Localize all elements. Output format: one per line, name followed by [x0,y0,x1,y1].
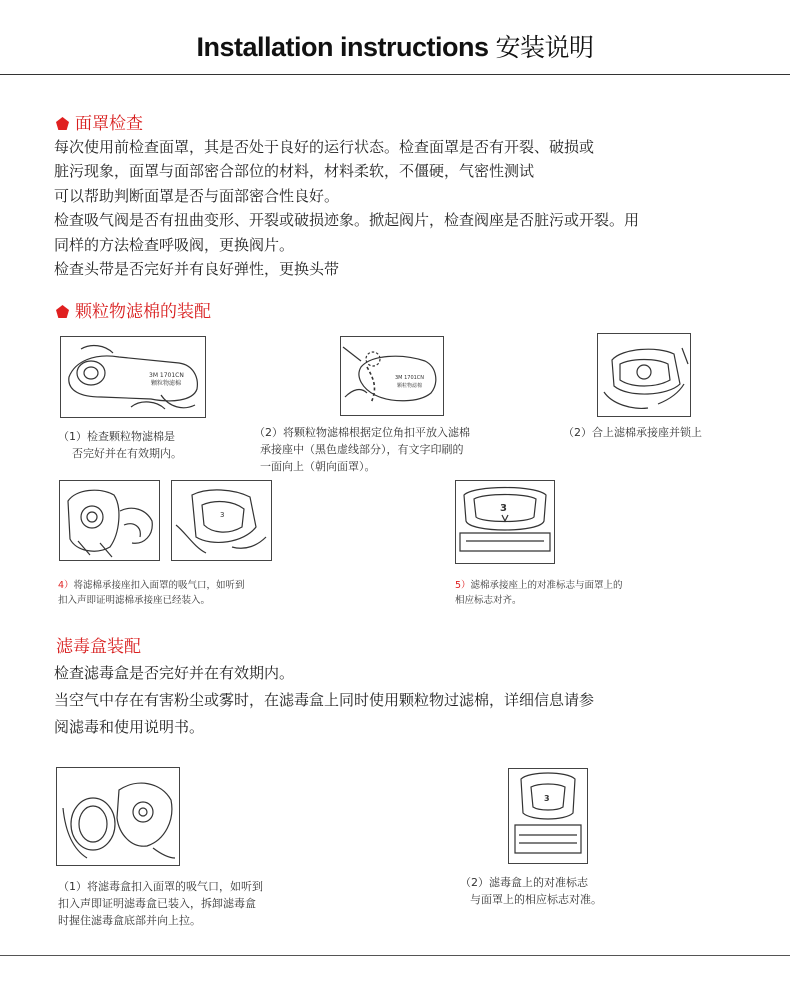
cartridge-paragraph [54,660,594,741]
section-heading-mask-check: 面罩检查 [56,109,143,134]
svg-text:颗粒物滤棉: 颗粒物滤棉 [397,383,423,389]
pentagon-bullet-icon [56,117,69,130]
caption-filter-step-3: （2）合上滤棉承接座并锁上 [563,426,702,439]
caption-filter-step-4: 4）将滤棉承接座扣入面罩的吸气口，如听到 扣入声即证明滤棉承接座已经装入。 [58,580,245,606]
caption-filter-step-1: （1）检查颗粒物滤棉是 否完好并在有效期内。 [58,430,182,460]
illustration-insert-cartridge [56,767,180,866]
text-line: 检查头带是否完好并有良好弹性，更换头带 [54,260,340,279]
text-line: 阅滤毒和使用说明书。 [54,718,205,736]
title-chinese: 安装说明 [495,33,594,62]
svg-text:3: 3 [544,794,550,803]
section-heading-particulate-filter: 颗粒物滤棉的装配 [56,297,211,322]
text-line: 同样的方法检查呼吸阀，更换阀片。 [54,235,295,254]
illustration-place-filter-pad [340,336,444,416]
svg-text:3M 1701CN: 3M 1701CN [149,372,184,379]
mask-check-paragraph [54,135,639,281]
text-line: 脏污现象，面罩与面部密合部位的材料，材料柔软，不僵硬，气密性测试 [54,162,535,181]
title-divider [0,74,790,75]
text-line: 检查吸气阀是否有扭曲变形、开裂或破损迹象。掀起阀片，检查阀座是否脏污或开裂。用 [54,211,640,230]
caption-cartridge-step-2: （2）滤毒盒上的对准标志 与面罩上的相应标志对准。 [460,876,602,906]
bottom-divider [0,955,790,956]
title-english: Installation instructions [196,32,489,62]
caption-filter-step-5: 5）滤棉承接座上的对准标志与面罩上的 相应标志对齐。 [455,580,623,606]
illustration-cartridge-alignment [508,768,588,864]
text-line: 检查滤毒盒是否完好并在有效期内。 [54,664,295,682]
caption-filter-step-2: （2）将颗粒物滤棉根据定位角扣平放入滤棉 承接座中（黑色虚线部分），有文字印刷的 一面向上（朝向面罩）。 [254,426,470,473]
svg-text:3: 3 [220,511,225,519]
svg-text:3: 3 [500,503,507,514]
pentagon-bullet-icon [56,305,69,318]
illustration-holder-alignment [455,480,555,564]
svg-text:3M 1701CN: 3M 1701CN [395,375,425,381]
text-line: 每次使用前检查面罩，其是否处于良好的运行状态。检查面罩是否有开裂、破损或 [54,138,595,156]
illustration-insert-holder-detail [171,480,272,561]
page-title [0,28,790,64]
text-line: 当空气中存在有害粉尘或雾时，在滤毒盒上同时使用颗粒物过滤棉，详细信息请参 [54,691,595,709]
text-line: 可以帮助判断面罩是否与面部密合性良好。 [54,186,340,205]
illustration-insert-holder [59,480,160,561]
svg-text:颗粒物滤棉: 颗粒物滤棉 [151,380,182,387]
illustration-filter-pad-check [60,336,206,418]
caption-cartridge-step-1: （1）将滤毒盒扣入面罩的吸气口，如听到 扣入声即证明滤毒盒已装入，拆卸滤毒盒 时握住滤毒盒底部并向上拉。 [58,880,263,927]
section-heading-cartridge: 滤毒盒装配 [56,637,141,657]
illustration-close-holder [597,333,691,417]
